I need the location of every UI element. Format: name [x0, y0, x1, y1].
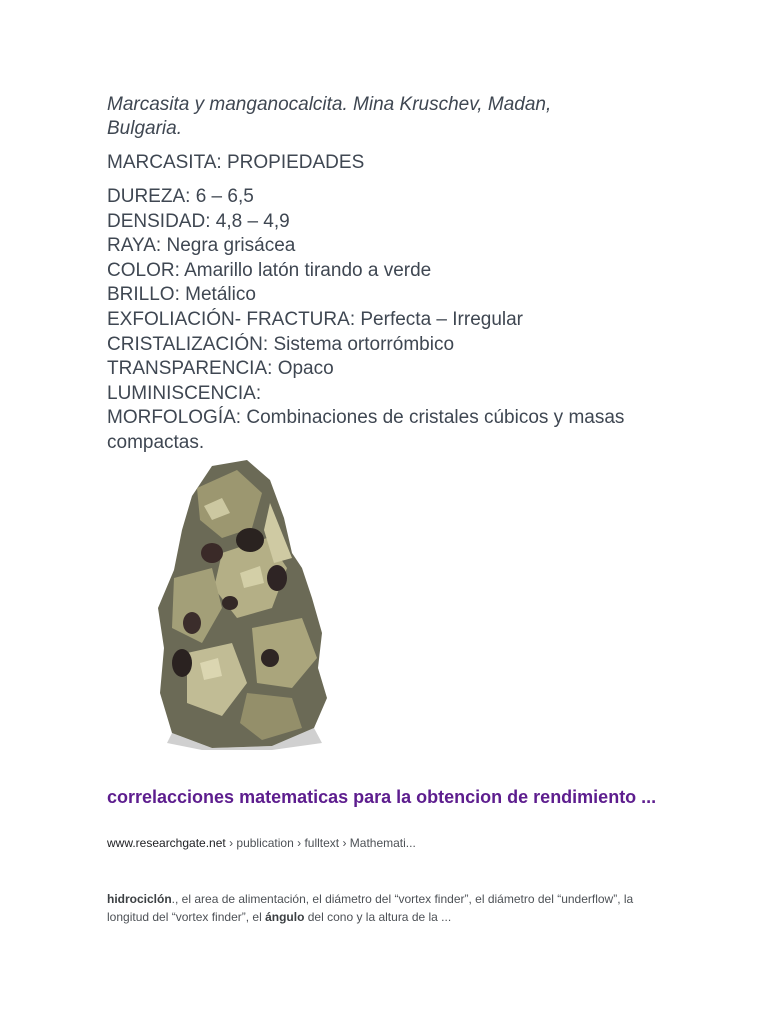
property-separator: :: [174, 259, 185, 281]
result-url-path: › publication › fulltext › Mathemati...: [225, 836, 416, 850]
property-separator: :: [349, 308, 361, 330]
property-separator: :: [155, 235, 167, 257]
property-key: BRILLO: [107, 284, 175, 306]
property-item: [107, 382, 667, 407]
property-separator: :: [235, 407, 247, 429]
mineral-photo: [152, 458, 352, 750]
property-value: Metálico: [185, 284, 256, 306]
property-key: LUMINISCENCIA: [107, 382, 256, 404]
snippet-highlight: ángulo: [265, 910, 305, 924]
property-value: Perfecta – Irregular: [360, 308, 524, 330]
property-item: [107, 357, 667, 382]
property-key: COLOR: [107, 259, 175, 281]
property-value: 4,8 – 4,9: [215, 210, 290, 232]
property-key: EXFOLIACIÓN- FRACTURA: [107, 308, 350, 330]
property-separator: :: [255, 382, 262, 404]
property-item: [107, 234, 667, 259]
snippet-text: ., el area de alimentación, el diámetro del “vortex finder”, el diámetro del “underflow”, la longitud del “vortex finder”, el: [107, 892, 634, 924]
properties-list: [107, 185, 667, 456]
snippet-text: del cono y la altura de la ...: [304, 910, 452, 924]
property-key: RAYA: [107, 235, 156, 257]
property-separator: :: [262, 333, 274, 355]
property-value: Negra grisácea: [166, 235, 296, 257]
property-item: [107, 259, 667, 284]
search-result-title-link[interactable]: correlacciones matematicas para la obtencion de rendimiento ...: [107, 787, 657, 807]
property-item: [107, 185, 667, 210]
property-item: [107, 283, 667, 308]
search-result-snippet: [107, 890, 637, 926]
property-value: 6 – 6,5: [195, 186, 254, 207]
property-value: Sistema ortorrómbico: [273, 333, 455, 355]
property-key: CRISTALIZACIÓN: [107, 333, 263, 355]
property-separator: :: [174, 284, 186, 306]
result-url-domain: www.researchgate.net: [107, 836, 226, 850]
property-separator: :: [267, 358, 278, 380]
property-key: MORFOLOGÍA: [107, 407, 236, 429]
property-value: Opaco: [277, 358, 334, 380]
property-value: Combinaciones de cristales cúbicos y masas compactas.: [107, 407, 625, 453]
property-key: DUREZA: [107, 186, 186, 207]
property-item: [107, 210, 667, 235]
property-separator: :: [185, 186, 196, 207]
property-item: [107, 308, 667, 333]
property-value: Amarillo latón tirando a verde: [184, 259, 432, 281]
snippet-highlight: hidrociclón: [107, 892, 172, 906]
property-item: [107, 406, 667, 455]
properties-heading: MARCASITA: PROPIEDADES: [107, 152, 365, 173]
property-item: [107, 333, 667, 358]
property-separator: :: [205, 210, 216, 232]
photo-caption: Marcasita y manganocalcita. Mina Kruschev, Madan, Bulgaria.: [107, 94, 552, 139]
search-result-url[interactable]: [107, 835, 416, 851]
property-key: DENSIDAD: [107, 210, 206, 232]
property-key: TRANSPARENCIA: [107, 358, 268, 380]
